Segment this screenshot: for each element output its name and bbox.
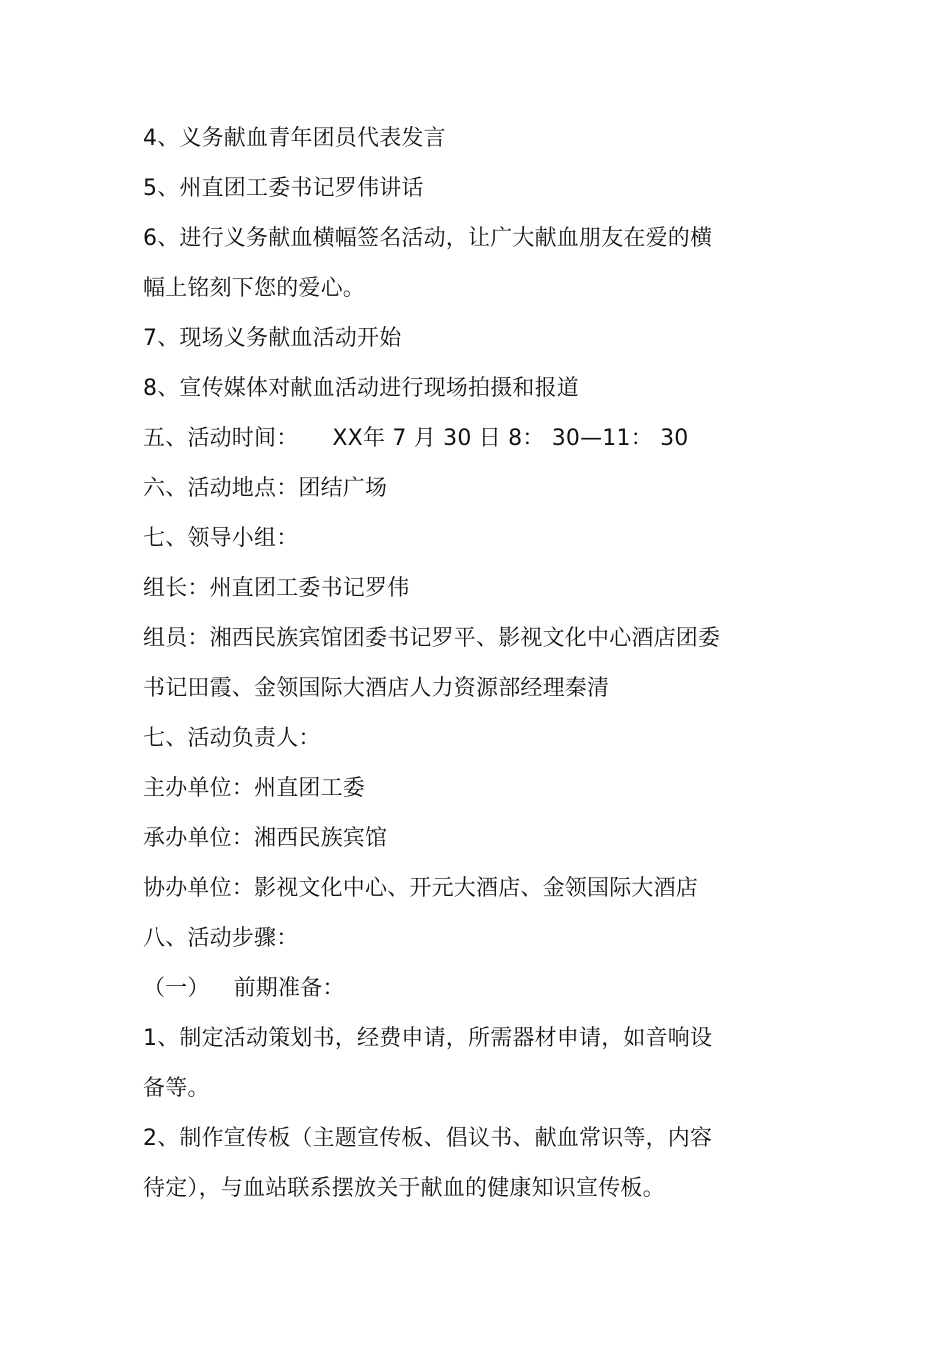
- text-line: 六、活动地点：团结广场: [143, 476, 388, 501]
- text-line: 备等。: [143, 1076, 210, 1101]
- text-line: 协办单位：影视文化中心、开元大酒店、金领国际大酒店: [143, 876, 699, 901]
- activity-time-value: XX年 7 月 30 日 8： 30—11： 30: [332, 426, 689, 451]
- text-line: 七、领导小组：: [143, 526, 299, 551]
- text-line: 待定），与血站联系摆放关于献血的健康知识宣传板。: [143, 1176, 665, 1201]
- text-line: 6、进行义务献血横幅签名活动，让广大献血朋友在爱的横: [143, 226, 713, 251]
- text-line: 1、制定活动策划书，经费申请，所需器材申请，如音响设: [143, 1026, 713, 1051]
- text-line: 承办单位：湘西民族宾馆: [143, 826, 388, 851]
- activity-time-label: 五、活动时间：: [143, 426, 299, 451]
- text-line: 2、制作宣传板（主题宣传板、倡议书、献血常识等，内容: [143, 1126, 713, 1151]
- text-line: 8、宣传媒体对献血活动进行现场拍摄和报道: [143, 376, 579, 401]
- text-line: 七、活动负责人：: [143, 726, 321, 751]
- text-line: 幅上铭刻下您的爱心。: [143, 276, 366, 301]
- text-line: 4、义务献血青年团员代表发言: [143, 126, 446, 151]
- text-line: 主办单位：州直团工委: [143, 776, 366, 801]
- activity-time-line: [143, 414, 753, 464]
- text-line: 组长：州直团工委书记罗伟: [143, 576, 410, 601]
- subsection-line: [143, 964, 753, 1014]
- text-line: 八、活动步骤：: [143, 926, 299, 951]
- document-body: [143, 114, 753, 1214]
- text-line: 7、现场义务献血活动开始: [143, 326, 402, 351]
- text-line: 书记田霞、金领国际大酒店人力资源部经理秦清: [143, 676, 610, 701]
- subsection-number: （一）: [143, 976, 210, 1001]
- text-line: 组员：湘西民族宾馆团委书记罗平、影视文化中心酒店团委: [143, 626, 721, 651]
- text-line: 5、州直团工委书记罗伟讲话: [143, 176, 424, 201]
- subsection-title: 前期准备：: [233, 976, 345, 1001]
